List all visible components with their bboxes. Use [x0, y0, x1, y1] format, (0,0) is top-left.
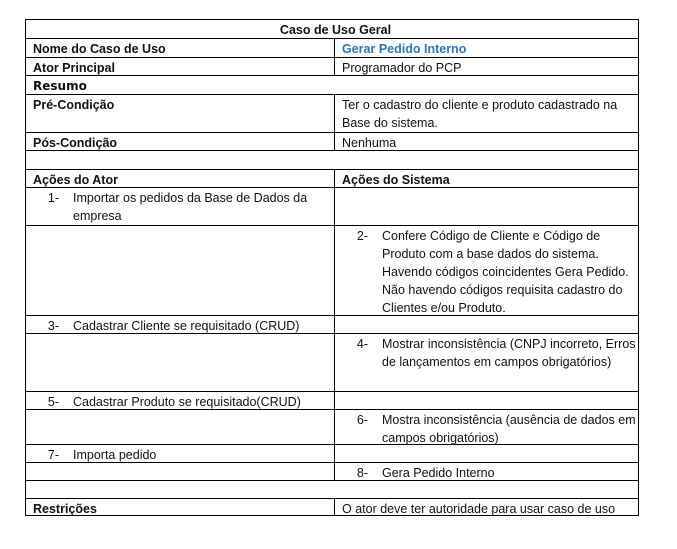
actor-step-5 [26, 392, 335, 409]
spacer-row [26, 480, 638, 498]
step-row-4 [26, 333, 638, 391]
empty-cell [335, 392, 638, 409]
main-actor-row [26, 57, 638, 75]
post-condition-row [26, 132, 638, 150]
step-number: 8- [356, 466, 368, 480]
actor-step-7 [26, 445, 335, 462]
use-case-name-row [26, 38, 638, 57]
empty-cell [26, 481, 638, 498]
summary-label: Resumo [33, 79, 87, 93]
post-condition-value: Nenhuma [342, 136, 397, 150]
actor-actions-header: Ações do Ator [26, 170, 335, 187]
step-row-7 [26, 444, 638, 462]
empty-cell [26, 463, 335, 480]
step-text: Confere Código de Cliente e Código de Produto com a base dados do sistema. Havendo códigos coincidentes Gera Pedido. Não havendo códigos requisita cadastro do Clientes e/ou Produto. [382, 229, 629, 315]
actor-step-1 [26, 188, 335, 225]
step-text: Importa pedido [73, 448, 157, 462]
step-row-8 [26, 462, 638, 480]
main-actor-label: Ator Principal [26, 58, 335, 75]
step-text: Mostrar inconsistência (CNPJ incorreto, Erros de lançamentos em campos obrigatórios) [382, 337, 636, 369]
use-case-table [25, 19, 639, 516]
step-number: 4- [356, 337, 368, 351]
empty-cell [26, 334, 335, 391]
restrictions-label: Restrições [26, 499, 335, 515]
step-text: Cadastrar Cliente se requisitado (CRUD) [73, 319, 300, 333]
empty-cell [335, 445, 638, 462]
spacer-row [26, 150, 638, 169]
pre-condition-value: Ter o cadastro do cliente e produto cadastrado na Base do sistema. [342, 98, 618, 130]
step-number: 7- [47, 448, 59, 462]
pre-condition-row [26, 94, 638, 132]
use-case-name-value[interactable]: Gerar Pedido Interno [342, 42, 467, 56]
step-number: 1- [47, 191, 59, 205]
summary-row [26, 75, 638, 94]
step-text: Cadastrar Produto se requisitado(CRUD) [73, 395, 301, 409]
system-step-4 [335, 334, 638, 391]
empty-cell [26, 226, 335, 315]
use-case-name-label: Nome do Caso de Uso [26, 39, 335, 57]
step-row-6 [26, 409, 638, 444]
empty-cell [335, 188, 638, 225]
step-row-3 [26, 315, 638, 333]
step-number: 6- [356, 413, 368, 427]
main-actor-value: Programador do PCP [342, 61, 462, 75]
system-actions-header: Ações do Sistema [342, 173, 450, 187]
system-step-8 [335, 463, 638, 480]
step-row-2 [26, 225, 638, 315]
title-row [26, 20, 638, 38]
system-step-6 [335, 410, 638, 444]
step-number: 3- [47, 319, 59, 333]
step-number: 2- [356, 229, 368, 243]
empty-cell [26, 410, 335, 444]
step-row-1 [26, 187, 638, 225]
step-text: Gera Pedido Interno [382, 466, 495, 480]
restrictions-value: O ator deve ter autoridade para usar caso de uso [342, 502, 616, 516]
post-condition-label: Pós-Condição [26, 133, 335, 150]
step-text: Importar os pedidos da Base de Dados da empresa [73, 191, 308, 223]
restrictions-row [26, 498, 638, 515]
actor-step-3 [26, 316, 335, 333]
system-step-2 [335, 226, 638, 315]
step-row-5 [26, 391, 638, 409]
pre-condition-label: Pré-Condição [26, 95, 335, 132]
table-title: Caso de Uso Geral [279, 23, 392, 37]
empty-cell [335, 316, 638, 333]
empty-cell [26, 151, 638, 169]
step-text: Mostra inconsistência (ausência de dados em campos obrigatórios) [382, 413, 636, 445]
step-number: 5- [47, 395, 59, 409]
actions-header-row [26, 169, 638, 187]
